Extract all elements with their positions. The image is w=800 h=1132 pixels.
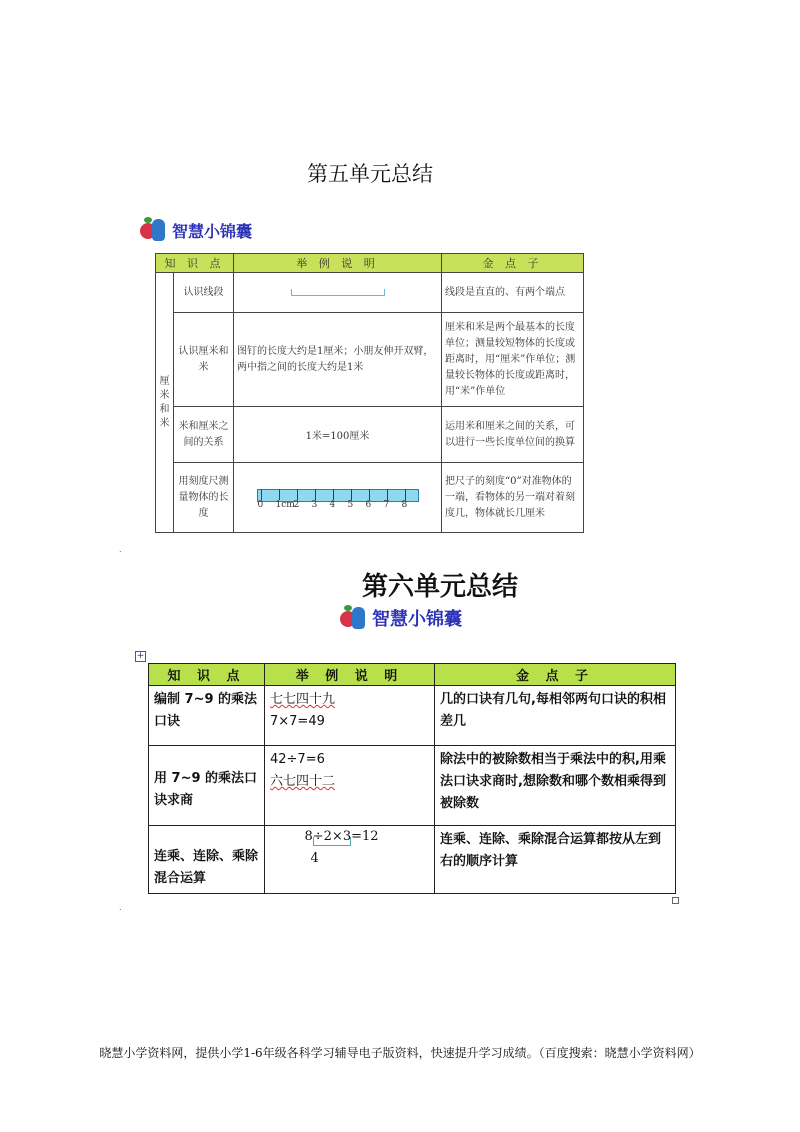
ruler-label: 7	[383, 499, 390, 510]
tip-cell: 几的口诀有几句,每相邻两句口诀的积相差几	[435, 686, 676, 746]
group-label: 厘米和米	[159, 375, 170, 429]
group-cell	[156, 273, 174, 533]
ruler-label: 6	[365, 499, 372, 510]
topic-cell: 用 7~9 的乘法口诀求商	[149, 746, 265, 826]
header-tip: 金 点 子	[435, 664, 676, 686]
example-cell	[265, 686, 435, 746]
unit5-title: 第五单元总结	[307, 162, 433, 186]
table-row	[156, 273, 584, 313]
ruler-figure	[257, 483, 419, 513]
table-row	[156, 313, 584, 407]
paragraph-mark: .	[119, 903, 122, 912]
header-knowledge: 知 识 点	[149, 664, 265, 686]
topic-cell: 编制 7~9 的乘法口诀	[149, 686, 265, 746]
tip-bag-icon	[138, 217, 166, 243]
ruler-label: 4	[329, 499, 336, 510]
ruler-tick	[315, 489, 316, 500]
ruler-cell	[234, 463, 442, 533]
tip-cell: 线段是直直的、有两个端点	[442, 273, 584, 313]
example-line: 4	[310, 851, 319, 866]
footer-text: 晓慧小学资料网，提供小学1-6年级各科学习辅导电子版资料，快速提升学习成绩。（百度搜索：晓慧小学资料网）	[99, 1046, 701, 1060]
example-cell: 图钉的长度大约是1厘米；小朋友伸开双臂，两中指之间的长度大约是1米	[234, 313, 442, 407]
table-row	[149, 826, 676, 894]
header-example: 举 例 说 明	[234, 254, 442, 273]
unit5-banner-text: 智慧小锦囊	[172, 221, 253, 241]
bracket-line	[313, 837, 351, 846]
ruler-label: 5	[347, 499, 354, 510]
example-line: 42÷7=6	[270, 752, 325, 767]
ruler-tick	[387, 489, 388, 500]
table-resize-handle-icon[interactable]	[672, 897, 679, 904]
table-move-handle-icon[interactable]: +	[136, 651, 145, 661]
table-row	[156, 407, 584, 463]
tip-bag-icon	[338, 605, 366, 631]
ruler-tick	[297, 489, 298, 500]
calc-figure	[305, 829, 395, 867]
table-row	[149, 746, 676, 826]
tip-cell: 运用米和厘米之间的关系，可以进行一些长度单位间的换算	[442, 407, 584, 463]
unit5-table	[155, 253, 584, 533]
header-knowledge: 知 识 点	[156, 254, 234, 273]
header-example: 举 例 说 明	[265, 664, 435, 686]
unit6-banner-text: 智慧小锦囊	[372, 609, 462, 630]
example-line: 七七四十九	[270, 692, 336, 707]
unit6-title: 第六单元总结	[361, 572, 518, 602]
example-cell	[265, 746, 435, 826]
unit5-banner	[138, 217, 252, 243]
ruler-tick	[261, 489, 262, 500]
topic-cell: 米和厘米之间的关系	[174, 407, 234, 463]
topic-cell: 用刻度尺测量物体的长度	[174, 463, 234, 533]
paragraph-mark: .	[119, 545, 122, 554]
example-cell: 1米=100厘米	[234, 407, 442, 463]
unit6-table	[148, 663, 676, 894]
table-header-row	[156, 254, 584, 273]
table-row	[149, 686, 676, 746]
tip-cell: 连乘、连除、乘除混合运算都按从左到右的顺序计算	[435, 826, 676, 894]
ruler-label: 1cm	[275, 499, 295, 510]
ruler-tick	[351, 489, 352, 500]
ruler-label: 2	[293, 499, 300, 510]
topic-cell: 认识线段	[174, 273, 234, 313]
example-cell	[265, 826, 435, 894]
ruler-label: 8	[401, 499, 408, 510]
header-tip: 金 点 子	[442, 254, 584, 273]
tip-cell: 除法中的被除数相当于乘法中的积,用乘法口诀求商时,想除数和哪个数相乘得到被除数	[435, 746, 676, 826]
ruler-tick	[279, 489, 280, 500]
segment-figure	[234, 273, 442, 313]
tip-cell: 厘米和米是两个最基本的长度单位；测量较短物体的长度或距离时，用“厘米”作单位；测量较长物体的长度或距离时，用“米”作单位	[442, 313, 584, 407]
example-line: 7×7=49	[270, 714, 325, 729]
ruler-label: 0	[257, 499, 264, 510]
example-line: 六七四十二	[270, 774, 336, 789]
tip-cell: 把尺子的刻度“0”对准物体的一端，看物体的另一端对着刻度几，物体就长几厘米	[442, 463, 584, 533]
table-header-row	[149, 664, 676, 686]
table-row	[156, 463, 584, 533]
unit6-banner	[338, 605, 462, 631]
example-line: 8÷2×3=12	[304, 829, 379, 844]
ruler-tick	[333, 489, 334, 500]
ruler-label: 3	[311, 499, 318, 510]
ruler-tick	[405, 489, 406, 500]
topic-cell: 认识厘米和米	[174, 313, 234, 407]
ruler-tick	[369, 489, 370, 500]
topic-cell: 连乘、连除、乘除混合运算	[149, 826, 265, 894]
